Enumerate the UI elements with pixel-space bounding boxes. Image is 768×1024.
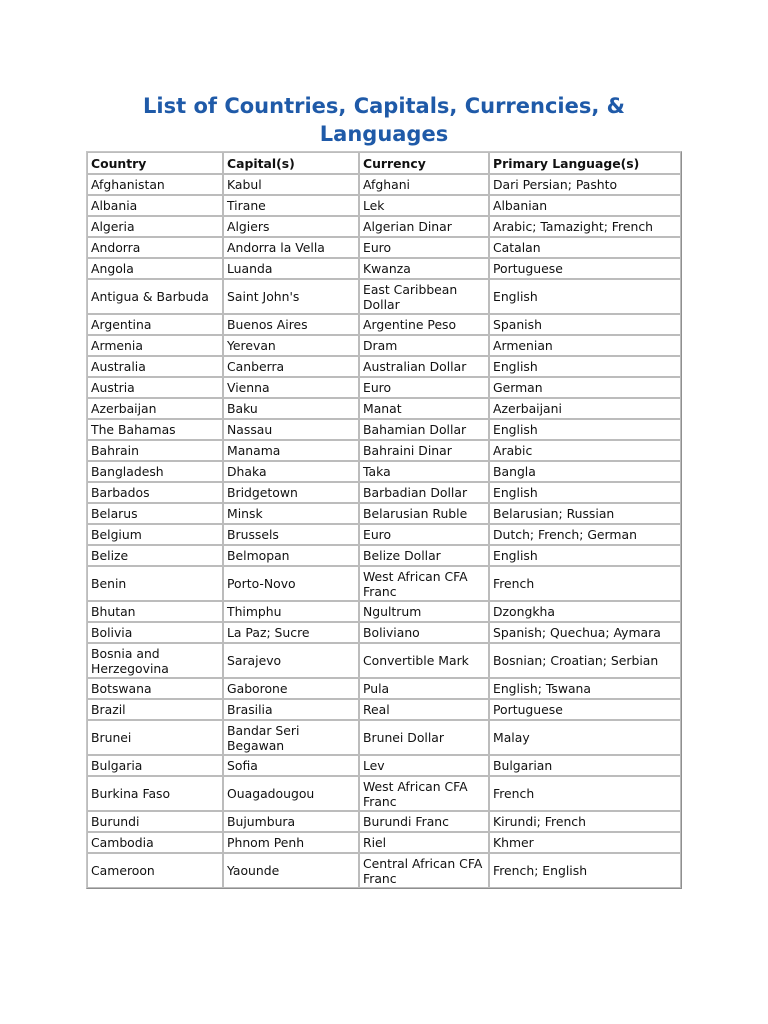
language-cell: Bosnian; Croatian; Serbian xyxy=(489,643,681,678)
capital-cell: Yaounde xyxy=(223,853,359,888)
capital-cell: Saint John's xyxy=(223,279,359,314)
table-row xyxy=(87,832,681,853)
capital-cell: Dhaka xyxy=(223,461,359,482)
table-row xyxy=(87,601,681,622)
table-row xyxy=(87,356,681,377)
country-cell: Barbados xyxy=(87,482,223,503)
table-row xyxy=(87,174,681,195)
language-cell: English xyxy=(489,482,681,503)
country-cell: Armenia xyxy=(87,335,223,356)
capital-cell: Tirane xyxy=(223,195,359,216)
table-row xyxy=(87,216,681,237)
country-cell: Bahrain xyxy=(87,440,223,461)
capital-cell: Vienna xyxy=(223,377,359,398)
language-cell: Dzongkha xyxy=(489,601,681,622)
language-cell: Dari Persian; Pashto xyxy=(489,174,681,195)
capital-cell: Yerevan xyxy=(223,335,359,356)
capital-cell: Nassau xyxy=(223,419,359,440)
capital-cell: Bujumbura xyxy=(223,811,359,832)
capital-cell: Andorra la Vella xyxy=(223,237,359,258)
language-cell: Dutch; French; German xyxy=(489,524,681,545)
language-cell: Spanish xyxy=(489,314,681,335)
currency-cell: Dram xyxy=(359,335,489,356)
currency-cell: East Caribbean Dollar xyxy=(359,279,489,314)
capital-cell: Bandar Seri Begawan xyxy=(223,720,359,755)
language-cell: English xyxy=(489,545,681,566)
capital-cell: Brasilia xyxy=(223,699,359,720)
country-cell: Belize xyxy=(87,545,223,566)
currency-cell: Ngultrum xyxy=(359,601,489,622)
language-cell: English xyxy=(489,356,681,377)
header-currency: Currency xyxy=(359,152,489,174)
currency-cell: Riel xyxy=(359,832,489,853)
currency-cell: Belize Dollar xyxy=(359,545,489,566)
language-cell: Catalan xyxy=(489,237,681,258)
language-cell: Azerbaijani xyxy=(489,398,681,419)
currency-cell: Belarusian Ruble xyxy=(359,503,489,524)
country-cell: Argentina xyxy=(87,314,223,335)
capital-cell: Gaborone xyxy=(223,678,359,699)
capital-cell: Bridgetown xyxy=(223,482,359,503)
country-cell: Brunei xyxy=(87,720,223,755)
header-primary-languages: Primary Language(s) xyxy=(489,152,681,174)
header-capitals: Capital(s) xyxy=(223,152,359,174)
country-cell: Bosnia and Herzegovina xyxy=(87,643,223,678)
country-cell: Burkina Faso xyxy=(87,776,223,811)
currency-cell: West African CFA Franc xyxy=(359,566,489,601)
country-cell: Cameroon xyxy=(87,853,223,888)
currency-cell: Lek xyxy=(359,195,489,216)
table-body xyxy=(87,174,681,888)
language-cell: Bangla xyxy=(489,461,681,482)
table-row xyxy=(87,699,681,720)
table-row xyxy=(87,545,681,566)
table-row xyxy=(87,622,681,643)
language-cell: Belarusian; Russian xyxy=(489,503,681,524)
table-row xyxy=(87,720,681,755)
table-row xyxy=(87,195,681,216)
page-title: List of Countries, Capitals, Currencies, & Languages xyxy=(143,94,625,146)
country-cell: Australia xyxy=(87,356,223,377)
countries-table-container xyxy=(86,151,682,889)
language-cell: French xyxy=(489,776,681,811)
currency-cell: Central African CFA Franc xyxy=(359,853,489,888)
country-cell: Bhutan xyxy=(87,601,223,622)
capital-cell: Ouagadougou xyxy=(223,776,359,811)
country-cell: Azerbaijan xyxy=(87,398,223,419)
country-cell: Afghanistan xyxy=(87,174,223,195)
currency-cell: Argentine Peso xyxy=(359,314,489,335)
language-cell: Kirundi; French xyxy=(489,811,681,832)
language-cell: Portuguese xyxy=(489,699,681,720)
language-cell: Arabic xyxy=(489,440,681,461)
currency-cell: Convertible Mark xyxy=(359,643,489,678)
capital-cell: Buenos Aires xyxy=(223,314,359,335)
table-row xyxy=(87,377,681,398)
capital-cell: Sofia xyxy=(223,755,359,776)
currency-cell: Euro xyxy=(359,237,489,258)
capital-cell: Kabul xyxy=(223,174,359,195)
capital-cell: Manama xyxy=(223,440,359,461)
capital-cell: La Paz; Sucre xyxy=(223,622,359,643)
language-cell: Spanish; Quechua; Aymara xyxy=(489,622,681,643)
currency-cell: Pula xyxy=(359,678,489,699)
country-cell: Botswana xyxy=(87,678,223,699)
country-cell: Belarus xyxy=(87,503,223,524)
table-row xyxy=(87,755,681,776)
language-cell: Portuguese xyxy=(489,258,681,279)
language-cell: English xyxy=(489,279,681,314)
table-row xyxy=(87,524,681,545)
language-cell: French xyxy=(489,566,681,601)
currency-cell: Algerian Dinar xyxy=(359,216,489,237)
country-cell: Andorra xyxy=(87,237,223,258)
table-row xyxy=(87,643,681,678)
country-cell: Brazil xyxy=(87,699,223,720)
country-cell: Bulgaria xyxy=(87,755,223,776)
currency-cell: West African CFA Franc xyxy=(359,776,489,811)
country-cell: Belgium xyxy=(87,524,223,545)
currency-cell: Afghani xyxy=(359,174,489,195)
country-cell: Bolivia xyxy=(87,622,223,643)
language-cell: Khmer xyxy=(489,832,681,853)
capital-cell: Brussels xyxy=(223,524,359,545)
language-cell: Armenian xyxy=(489,335,681,356)
table-row xyxy=(87,678,681,699)
country-cell: Antigua & Barbuda xyxy=(87,279,223,314)
currency-cell: Kwanza xyxy=(359,258,489,279)
capital-cell: Luanda xyxy=(223,258,359,279)
language-cell: Bulgarian xyxy=(489,755,681,776)
table-row xyxy=(87,440,681,461)
capital-cell: Algiers xyxy=(223,216,359,237)
language-cell: Malay xyxy=(489,720,681,755)
countries-table xyxy=(86,151,682,889)
currency-cell: Australian Dollar xyxy=(359,356,489,377)
table-row xyxy=(87,566,681,601)
currency-cell: Taka xyxy=(359,461,489,482)
country-cell: The Bahamas xyxy=(87,419,223,440)
country-cell: Angola xyxy=(87,258,223,279)
table-row xyxy=(87,398,681,419)
table-row xyxy=(87,482,681,503)
currency-cell: Bahamian Dollar xyxy=(359,419,489,440)
currency-cell: Manat xyxy=(359,398,489,419)
capital-cell: Phnom Penh xyxy=(223,832,359,853)
currency-cell: Burundi Franc xyxy=(359,811,489,832)
table-row xyxy=(87,811,681,832)
language-cell: Arabic; Tamazight; French xyxy=(489,216,681,237)
capital-cell: Baku xyxy=(223,398,359,419)
language-cell: French; English xyxy=(489,853,681,888)
country-cell: Albania xyxy=(87,195,223,216)
country-cell: Cambodia xyxy=(87,832,223,853)
currency-cell: Bahraini Dinar xyxy=(359,440,489,461)
table-header-row xyxy=(87,152,681,174)
currency-cell: Real xyxy=(359,699,489,720)
country-cell: Algeria xyxy=(87,216,223,237)
currency-cell: Brunei Dollar xyxy=(359,720,489,755)
currency-cell: Barbadian Dollar xyxy=(359,482,489,503)
currency-cell: Lev xyxy=(359,755,489,776)
table-row xyxy=(87,279,681,314)
currency-cell: Euro xyxy=(359,377,489,398)
language-cell: English xyxy=(489,419,681,440)
capital-cell: Sarajevo xyxy=(223,643,359,678)
country-cell: Austria xyxy=(87,377,223,398)
capital-cell: Thimphu xyxy=(223,601,359,622)
currency-cell: Boliviano xyxy=(359,622,489,643)
language-cell: German xyxy=(489,377,681,398)
capital-cell: Belmopan xyxy=(223,545,359,566)
table-row xyxy=(87,776,681,811)
country-cell: Bangladesh xyxy=(87,461,223,482)
capital-cell: Minsk xyxy=(223,503,359,524)
language-cell: Albanian xyxy=(489,195,681,216)
table-row xyxy=(87,853,681,888)
table-row xyxy=(87,314,681,335)
table-row xyxy=(87,503,681,524)
table-row xyxy=(87,335,681,356)
capital-cell: Canberra xyxy=(223,356,359,377)
table-row xyxy=(87,461,681,482)
header-country: Country xyxy=(87,152,223,174)
country-cell: Benin xyxy=(87,566,223,601)
capital-cell: Porto-Novo xyxy=(223,566,359,601)
table-row xyxy=(87,419,681,440)
currency-cell: Euro xyxy=(359,524,489,545)
language-cell: English; Tswana xyxy=(489,678,681,699)
table-row xyxy=(87,258,681,279)
table-row xyxy=(87,237,681,258)
country-cell: Burundi xyxy=(87,811,223,832)
